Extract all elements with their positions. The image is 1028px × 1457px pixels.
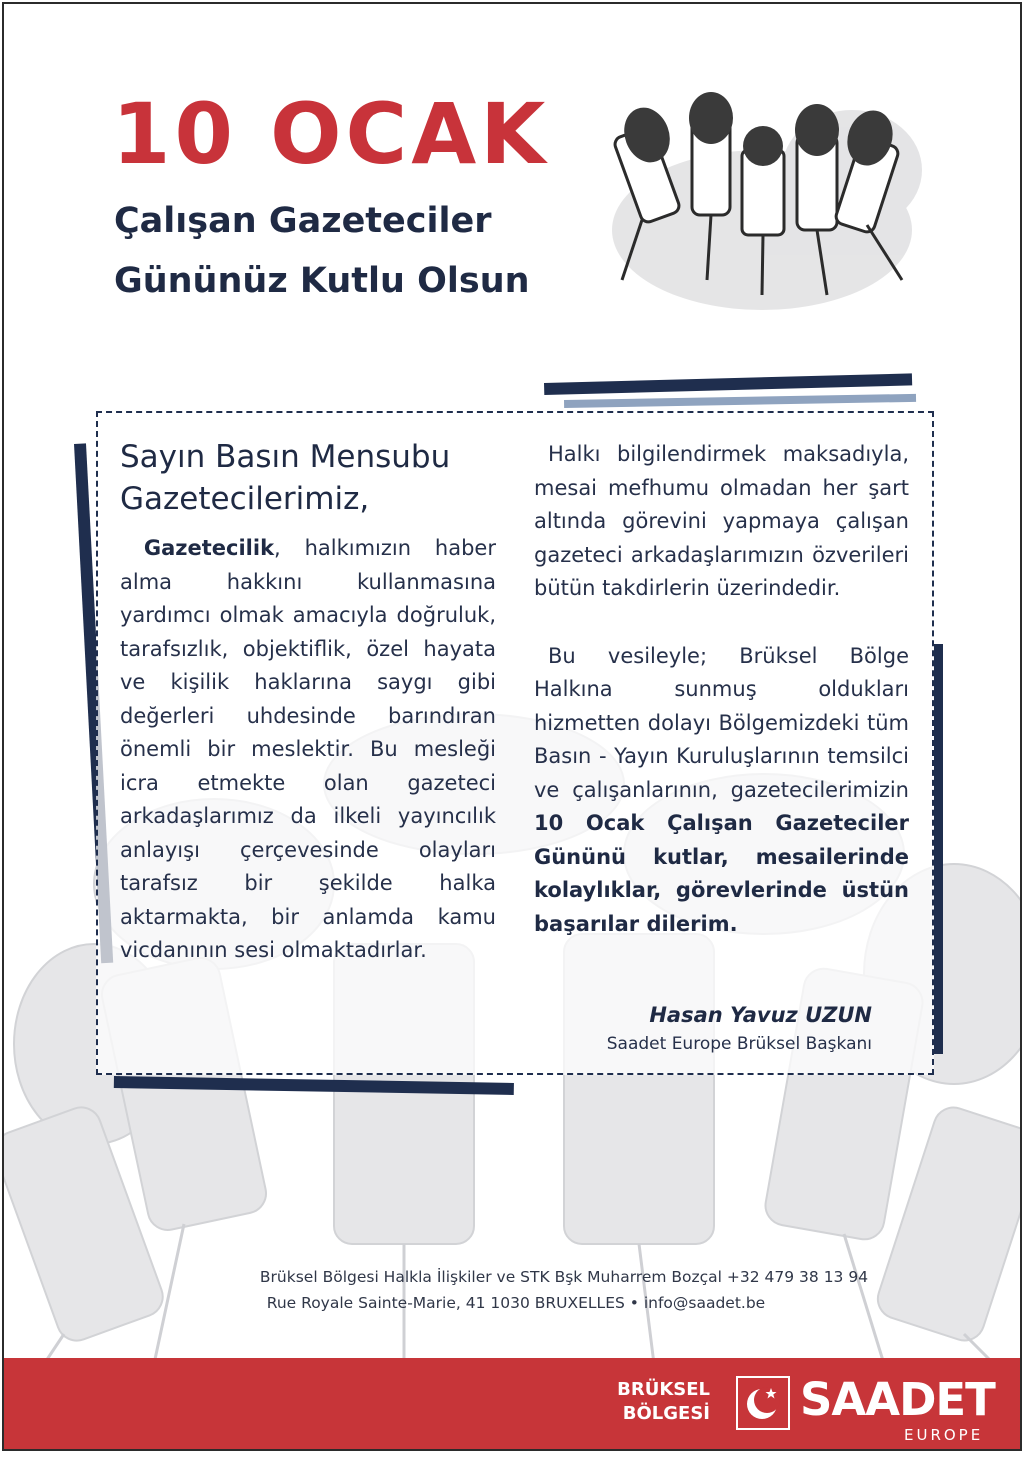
right-paragraph-2 bbox=[534, 640, 909, 942]
greeting-heading: Sayın Basın Mensubu Gazetecilerimiz, bbox=[120, 439, 451, 517]
region-label-line-2: BÖLGESİ bbox=[622, 1403, 710, 1424]
frame-shadow-top bbox=[544, 373, 912, 395]
left-paragraph bbox=[120, 532, 496, 968]
poster bbox=[2, 2, 1022, 1451]
left-paragraph-text: , halkımızın haber alma hakkını kullanmasına yardımcı olmak amacıyla doğruluk, tarafsızlık, objektiflik, özel hayata ve kişilik haklarına saygı gibi değerleri uhdesinde barındıran önemli bir meslektir. Bu mesleği icra etmekte olan gazeteci arkadaşlarımız da ilkeli yayıncılık anlayışı çerçevesinde olayları tarafsız bir şekilde halka aktarmakta, bir anlamda kamu vicdanının sesi olmaktadırlar. bbox=[120, 536, 496, 962]
brand-name: SAADET bbox=[800, 1373, 995, 1426]
right-paragraph-2-bold: 10 Ocak Çalışan Gazeteciler Gününü kutlar, mesailerinde kolaylıklar, görevlerinde üstün başarılar dilerim. bbox=[534, 811, 909, 936]
region-label bbox=[617, 1378, 710, 1426]
contact-line-2: Rue Royale Sainte-Marie, 41 1030 BRUXELLES • info@saadet.be bbox=[266, 1294, 766, 1312]
region-label-line-1: BRÜKSEL bbox=[617, 1379, 710, 1400]
brand-subtitle: EUROPE bbox=[904, 1426, 984, 1444]
left-lead-word: Gazetecilik bbox=[143, 536, 275, 560]
frame-shadow-top-light bbox=[564, 394, 916, 408]
contact-line-1: Brüksel Bölgesi Halkla İlişkiler ve STK Bşk Muharrem Bozçal +32 479 38 13 94 bbox=[259, 1268, 869, 1286]
signature-block bbox=[534, 1000, 872, 1058]
right-paragraph-1: Halkı bilgilendirmek maksadıyla, mesai mefhumu olmadan her şart altında görevini yapmaya çalışan gazeteci arkadaşlarımızın özverileri bütün takdirlerin üzerindedir. bbox=[534, 442, 909, 600]
right-paragraph-2-text: Bu vesileyle; Brüksel Bölge Halkına sunmuş oldukları hizmetten dolayı Bölgemizdeki tüm Basın - Yayın Kuruluşlarının temsilci ve çalışanlarının, gazetecilerimizin bbox=[534, 643, 909, 802]
subtitle-line-1: Çalışan Gazeteciler bbox=[114, 201, 492, 241]
subtitle-line-2: Gününüz Kutlu Olsun bbox=[114, 261, 530, 301]
microphones-illustration bbox=[602, 80, 927, 350]
crescent-star-icon bbox=[736, 1376, 790, 1430]
frame-shadow-right bbox=[934, 644, 943, 1054]
letter-left-column bbox=[120, 436, 496, 968]
letter-right-column bbox=[534, 438, 909, 941]
signatory-name: Hasan Yavuz UZUN bbox=[649, 1003, 872, 1027]
date-title: 10 OCAK bbox=[112, 85, 550, 183]
signatory-title: Saadet Europe Brüksel Başkanı bbox=[606, 1034, 872, 1054]
